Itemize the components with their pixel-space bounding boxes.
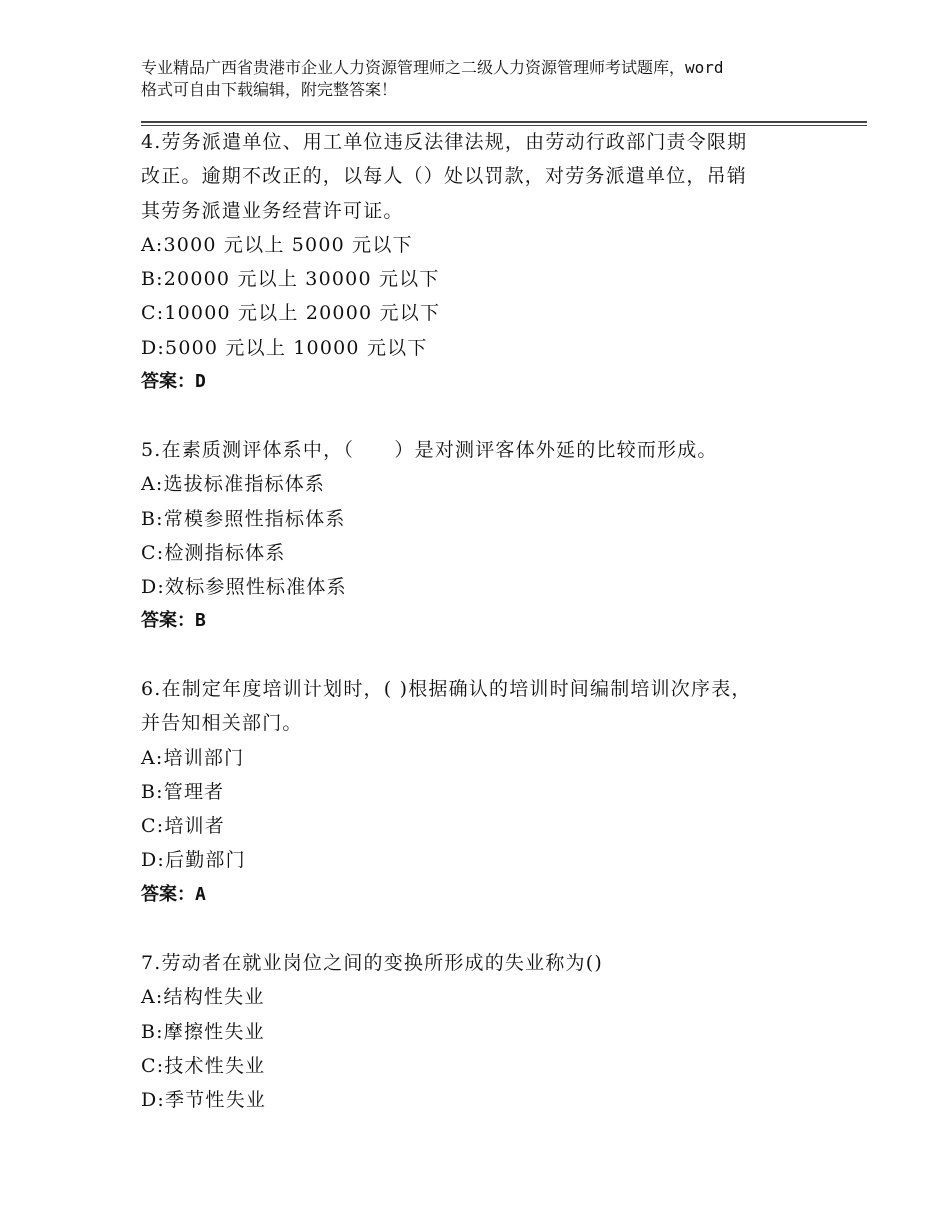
option-b: B:管理者 xyxy=(141,780,225,803)
header-line-2: 格式可自由下载编辑，附完整答案！ xyxy=(141,80,398,99)
question-stem-line: 其劳务派遣业务经营许可证。 xyxy=(141,199,404,222)
question-stem-line: 并告知相关部门。 xyxy=(141,712,303,735)
question-stem-line: 4.劳务派遣单位、用工单位违反法律法规，由劳动行政部门责令限期 xyxy=(141,131,748,153)
option-c: C:检测指标体系 xyxy=(141,541,286,564)
option-c: C:10000 元以上 20000 元以下 xyxy=(141,302,441,325)
header-line-1: 专业精品广西省贵港市企业人力资源管理师之二级人力资源管理师考试题库，word xyxy=(141,58,724,77)
question-6 xyxy=(141,672,841,912)
option-c: C:技术性失业 xyxy=(141,1054,266,1077)
option-b: B:摩擦性失业 xyxy=(141,1020,265,1043)
question-stem-line: 7.劳动者在就业岗位之间的变换所形成的失业称为() xyxy=(141,952,603,974)
option-a: A:结构性失业 xyxy=(141,986,265,1009)
question-5 xyxy=(141,433,841,639)
option-d: D:效标参照性标准体系 xyxy=(141,576,347,599)
option-d: D:5000 元以上 10000 元以下 xyxy=(141,336,428,359)
question-stem-line: 改正。逾期不改正的，以每人（）处以罚款，对劳务派遣单位，吊销 xyxy=(141,165,748,188)
question-stem-line: 5.在素质测评体系中，（ ）是对测评客体外延的比较而形成。 xyxy=(141,439,718,461)
header-rule-thick xyxy=(141,121,867,123)
document-header xyxy=(141,57,841,101)
option-a: A:培训部门 xyxy=(141,746,245,769)
question-stem-line: 6.在制定年度培训计划时，( )根据确认的培训时间编制培训次序表， xyxy=(141,678,752,700)
option-c: C:培训者 xyxy=(141,815,225,838)
option-d: D:后勤部门 xyxy=(141,849,246,872)
question-7 xyxy=(141,946,841,1117)
answer: 答案：A xyxy=(141,883,206,905)
option-a: A:选拔标准指标体系 xyxy=(141,473,326,496)
answer: 答案：D xyxy=(141,371,206,393)
option-a: A:3000 元以上 5000 元以下 xyxy=(141,233,413,256)
option-b: B:20000 元以上 30000 元以下 xyxy=(141,268,440,291)
answer: 答案：B xyxy=(141,610,206,632)
option-b: B:常模参照性指标体系 xyxy=(141,507,346,530)
option-d: D:季节性失业 xyxy=(141,1089,267,1112)
question-4 xyxy=(141,125,841,399)
